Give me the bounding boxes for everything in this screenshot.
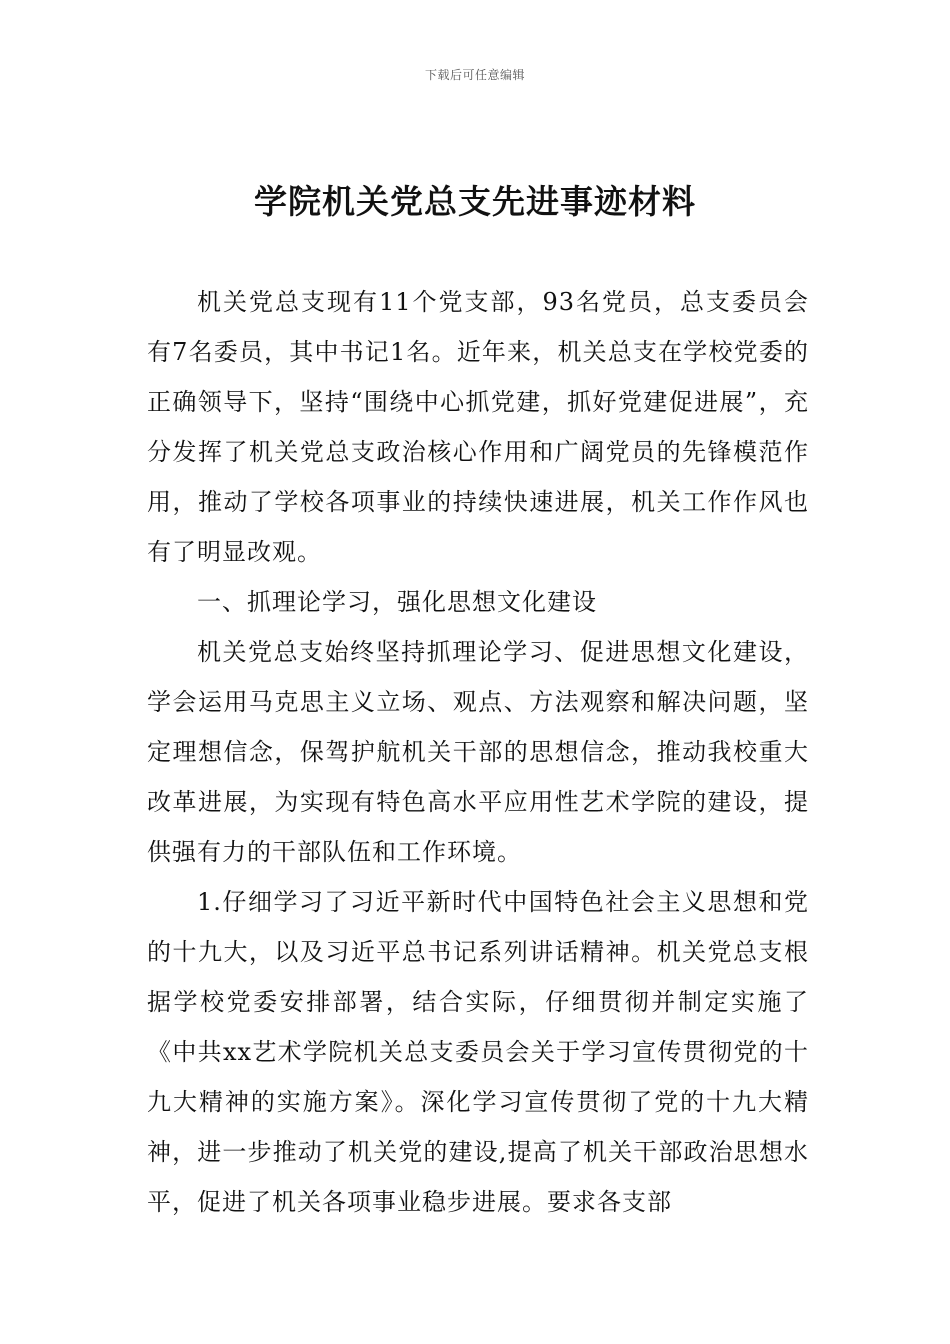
paragraph-section-1: 机关党总支始终坚持抓理论学习、促进思想文化建设，学会运用马克思主义立场、观点、方法观察和解决问题，坚定理想信念，保驾护航机关干部的思想信念，推动我校重大改革进展，为实现有特色高水平应用性艺术学院的建设，提供强有力的干部队伍和工作环境。	[147, 638, 809, 866]
document-body	[147, 277, 809, 1227]
document-title: 学院机关党总支先进事迹材料	[254, 182, 696, 221]
paragraph-item-1: 1.仔细学习了习近平新时代中国特色社会主义思想和党的十九大，以及习近平总书记系列讲话精神。机关党总支根据学校党委安排部署，结合实际，仔细贯彻并制定实施了《中共xx艺术学院机关总支委员会关于学习宣传贯彻党的十九大精神的实施方案》。深化学习宣传贯彻了党的十九大精神，进一步推动了机关党的建设,提高了机关干部政治思想水平，促进了机关各项事业稳步进展。要求各支部	[147, 888, 809, 1216]
paragraph-intro: 机关党总支现有11个党支部，93名党员，总支委员会有7名委员，其中书记1名。近年来，机关总支在学校党委的正确领导下，坚持“围绕中心抓党建，抓好党建促进展”，充分发挥了机关党总支政治核心作用和广阔党员的先锋模范作用，推动了学校各项事业的持续快速进展，机关工作作风也有了明显改观。	[147, 288, 809, 566]
page-header: 下载后可任意编辑	[424, 68, 525, 82]
section-heading-1: 一、抓理论学习，强化思想文化建设	[197, 588, 597, 616]
